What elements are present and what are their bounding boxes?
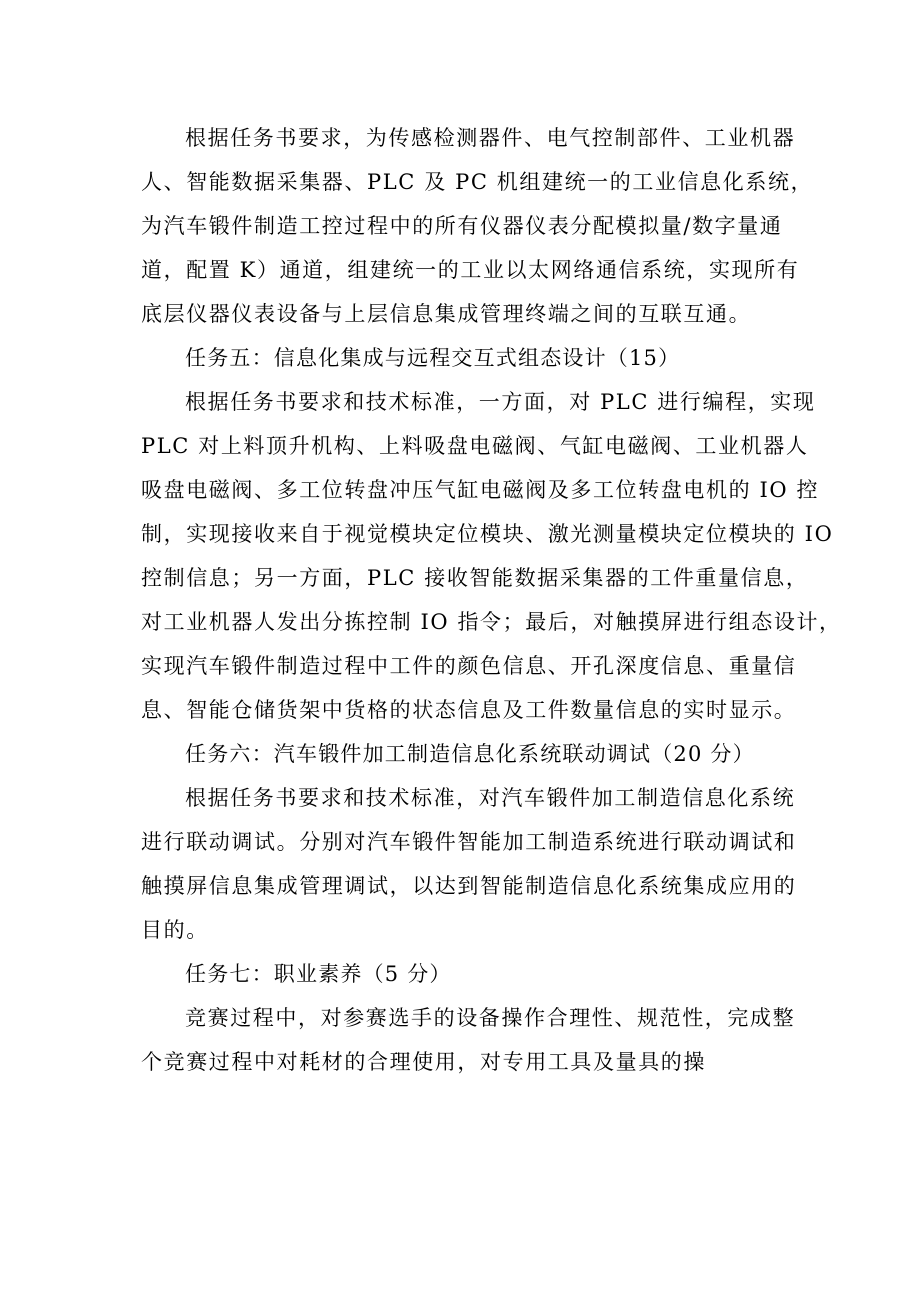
paragraph-task5-line-6: 对工业机器人发出分拣控制 IO 指令；最后，对触摸屏进行组态设计， (141, 610, 842, 634)
paragraph-task4-line-5: 底层仪器仪表设备与上层信息集成管理终端之间的互联互通。 (141, 302, 752, 326)
paragraph-task5-line-8: 息、智能仓储货架中货格的状态信息及工件数量信息的实时显示。 (141, 698, 797, 722)
paragraph-task5-line-2: PLC 对上料顶升机构、上料吸盘电磁阀、气缸电磁阀、工业机器人 (141, 434, 809, 458)
paragraph-task6-line-1: 根据任务书要求和技术标准，对汽车锻件加工制造信息化系统 (185, 786, 796, 810)
paragraph-task5-line-3: 吸盘电磁阀、多工位转盘冲压气缸电磁阀及多工位转盘电机的 IO 控 (141, 478, 820, 502)
paragraph-task7-line-1: 竞赛过程中，对参赛选手的设备操作合理性、规范性，完成整 (185, 1006, 796, 1030)
paragraph-task4-line-1: 根据任务书要求，为传感检测器件、电气控制部件、工业机器 (185, 126, 796, 150)
paragraph-task4-line-3: 为汽车锻件制造工控过程中的所有仪器仪表分配模拟量/数字量通 (141, 214, 783, 238)
task5-heading: 任务五：信息化集成与远程交互式组态设计（15） (185, 346, 681, 370)
paragraph-task5-line-4: 制，实现接收来自于视觉模块定位模块、激光测量模块定位模块的 IO (141, 522, 834, 546)
paragraph-task6-line-3: 触摸屏信息集成管理调试，以达到智能制造信息化系统集成应用的 (141, 874, 797, 898)
paragraph-task7-line-2: 个竞赛过程中对耗材的合理使用，对专用工具及量具的操 (141, 1050, 706, 1074)
paragraph-task5-line-7: 实现汽车锻件制造过程中工件的颜色信息、开孔深度信息、重量信 (141, 654, 797, 678)
paragraph-task6-line-4: 目的。 (141, 918, 209, 942)
task7-heading: 任务七：职业素养（5 分） (185, 962, 452, 986)
paragraph-task4-line-2: 人、智能数据采集器、PLC 及 PC 机组建统一的工业信息化系统， (141, 170, 814, 194)
paragraph-task6-line-2: 进行联动调试。分别对汽车锻件智能加工制造系统进行联动调试和 (141, 830, 797, 854)
paragraph-task5-line-1: 根据任务书要求和技术标准，一方面，对 PLC 进行编程，实现 (185, 390, 816, 414)
paragraph-task4-line-4: 道，配置 K）通道，组建统一的工业以太网络通信系统，实现所有 (141, 258, 800, 282)
paragraph-task5-line-5: 控制信息；另一方面，PLC 接收智能数据采集器的工件重量信息， (141, 566, 809, 590)
task6-heading: 任务六：汽车锻件加工制造信息化系统联动调试（20 分） (185, 742, 755, 766)
